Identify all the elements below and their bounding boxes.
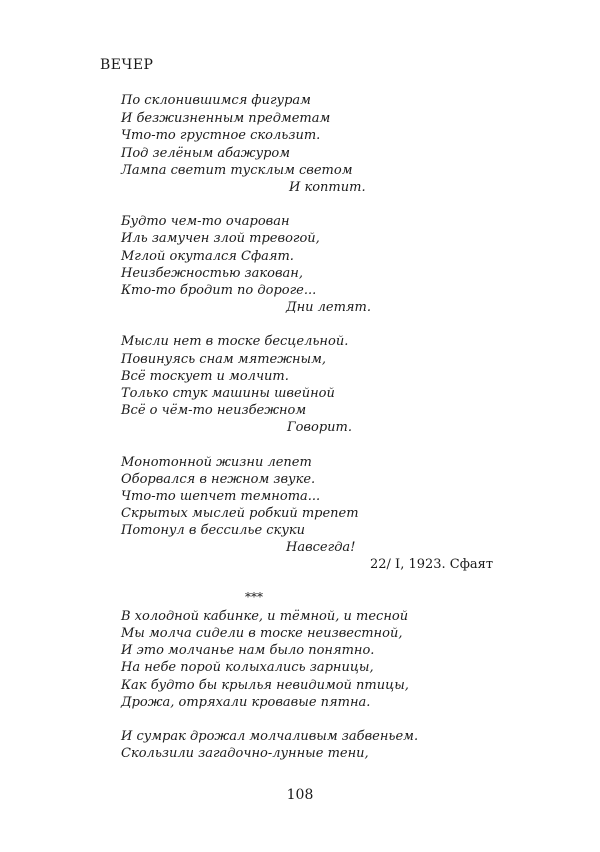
stanza4-line-3: Что-то шепчет темнота... xyxy=(121,489,321,504)
stanza1-line-5: Лампа светит тусклым светом xyxy=(121,163,353,178)
stanza3-line-6: Говорит. xyxy=(287,420,352,435)
stanza3-line-2: Повинуясь снам мятежным, xyxy=(121,352,327,367)
poem-title: ВЕЧЕР xyxy=(100,57,154,73)
poem2-stanza2-line-1: И сумрак дрожал молчаливым забвеньем. xyxy=(121,729,419,744)
stanza3-line-4: Только стук машины швейной xyxy=(121,386,335,401)
poem2-stanza1-line-5: Как будто бы крылья невидимой птицы, xyxy=(121,678,409,693)
poem2-stanza1-line-1: В холодной кабинке, и тёмной, и тесной xyxy=(121,609,409,624)
stanza2-line-1: Будто чем-то очарован xyxy=(121,214,290,229)
date-signature: 22/ I, 1923. Сфаят xyxy=(370,557,494,572)
stanza1-line-6: И коптит. xyxy=(289,180,366,195)
poem2-stanza2-line-2: Скользили загадочно-лунные тени, xyxy=(121,746,369,761)
stanza4-line-6: Навсегда! xyxy=(286,540,356,555)
stanza3-line-5: Всё о чём-то неизбежном xyxy=(121,403,307,418)
stanza3-line-1: Мысли нет в тоске бесцельной. xyxy=(121,334,349,349)
stanza4-line-5: Потонул в бессилье скуки xyxy=(121,523,305,538)
stanza1-line-4: Под зелёным абажуром xyxy=(121,146,291,161)
poem2-stanza1-line-4: На небе порой колыхались зарницы, xyxy=(121,660,374,675)
stanza4-line-1: Монотонной жизни лепет xyxy=(121,455,312,470)
page-number: 108 xyxy=(286,787,314,803)
stanza4-line-4: Скрытых мыслей робкий трепет xyxy=(121,506,359,521)
stanza1-line-2: И безжизненным предметам xyxy=(121,111,331,126)
stanza2-line-6: Дни летят. xyxy=(286,300,372,315)
poem2-stanza1-line-6: Дрожа, отряхали кровавые пятна. xyxy=(121,695,371,710)
stanza4-line-2: Оборвался в нежном звуке. xyxy=(121,472,316,487)
stanza2-line-4: Неизбежностью закован, xyxy=(121,266,303,281)
poem2-stanza1-line-3: И это молчанье нам было понятно. xyxy=(121,643,375,658)
stanza1-line-1: По склонившимся фигурам xyxy=(121,93,311,108)
stanza2-line-3: Мглой окутался Сфаят. xyxy=(121,249,294,264)
stanza2-line-2: Иль замучен злой тревогой, xyxy=(121,231,320,246)
stanza1-line-3: Что-то грустное скользит. xyxy=(121,128,321,143)
stanza2-line-5: Кто-то бродит по дороге... xyxy=(121,283,317,298)
stanza3-line-3: Всё тоскует и молчит. xyxy=(121,369,289,384)
section-separator: *** xyxy=(245,590,263,604)
poem2-stanza1-line-2: Мы молча сидели в тоске неизвестной, xyxy=(121,626,403,641)
